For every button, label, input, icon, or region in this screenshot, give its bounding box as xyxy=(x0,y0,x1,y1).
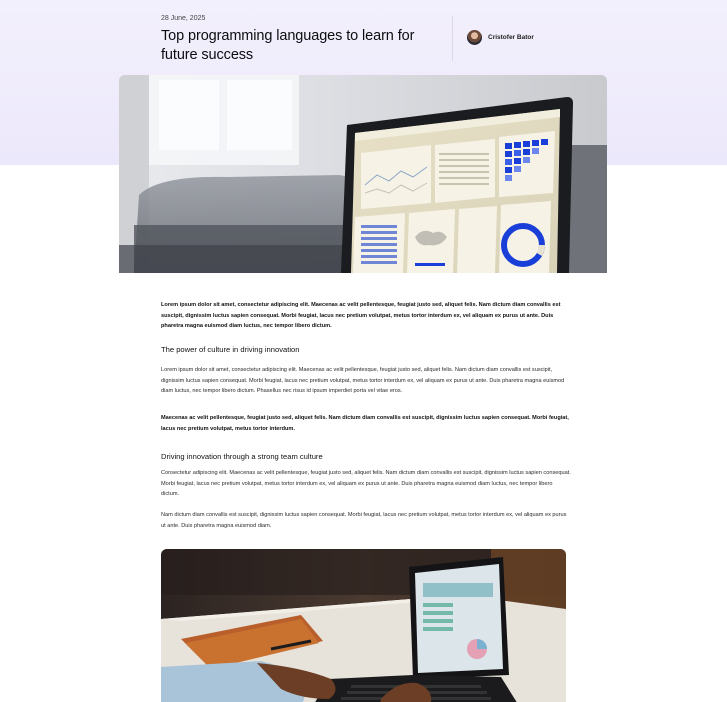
section1-paragraph-1: Lorem ipsum dolor sit amet, consectetur adipiscing elit. Maecenas ac velit pellentesque, feugiat justo sed, aliquet felis. Nam dictum diam convallis est suscipit, dignissim luctus sapien consequat. Morbi feugiat, lacus nec pretium volutpat, metus tortor interdum ex, vel aliquam ex purus ut ante. Duis pharetra magna euismod diam luctus, nec tempor libero dictum. Phasellus nec risus id ipsum imperdiet porta vel vitae eros. xyxy=(161,367,565,394)
intro-paragraph: Lorem ipsum dolor sit amet, consectetur adipiscing elit. Maecenas ac velit pellentesque, feugiat justo sed, aliquet felis. Nam dictum diam convallis est suscipit, dignissim luctus sapien consequat. Morbi feugiat, lacus nec pretium volutpat, metus tortor interdum ex, vel aliquam ex purus ut ante. Duis pharetra magna euismod diam luctus, nec tempor libero dictum. xyxy=(161,302,561,329)
header-divider xyxy=(452,16,453,61)
hero-image xyxy=(119,75,607,273)
author[interactable] xyxy=(467,30,534,45)
section2-heading: Driving innovation through a strong team culture xyxy=(161,452,323,461)
post-title: Top programming languages to learn for future success xyxy=(161,28,415,63)
laptop-dashboard-photo xyxy=(119,75,607,273)
post-date: 28 June, 2025 xyxy=(161,15,206,22)
section1-heading: The power of culture in driving innovation xyxy=(161,345,300,354)
person-typing-on-laptop-photo xyxy=(161,549,566,702)
section2-paragraph-1: Consectetur adipiscing elit. Maecenas ac velit pellentesque, feugiat justo sed, aliquet felis. Nam dictum diam convallis est suscipit, dignissim luctus sapien consequat. Morbi feugiat, lacus nec pretium volutpat, metus tortor interdum ex, vel aliquam ex purus ut ante. Duis pharetra magna euismod diam luctus, nec tempor libero dictum. xyxy=(161,470,571,497)
author-name[interactable]: Cristofer Bator xyxy=(488,34,534,41)
inline-image xyxy=(161,549,566,702)
section1-paragraph-2: Maecenas ac velit pellentesque, feugiat justo sed, aliquet felis. Nam dictum diam convallis est suscipit, dignissim luctus sapien consequat. Morbi feugiat, lacus nec pretium volutpat, metus tortor interdum. xyxy=(161,415,569,432)
section2-paragraph-2: Nam dictum diam convallis est suscipit, dignissim luctus sapien consequat. Morbi feugiat, lacus nec pretium volutpat, metus tortor interdum ex, vel aliquam ex purus ut ante. Duis pharetra magna euismod diam. xyxy=(161,512,567,529)
author-avatar[interactable] xyxy=(467,30,482,45)
